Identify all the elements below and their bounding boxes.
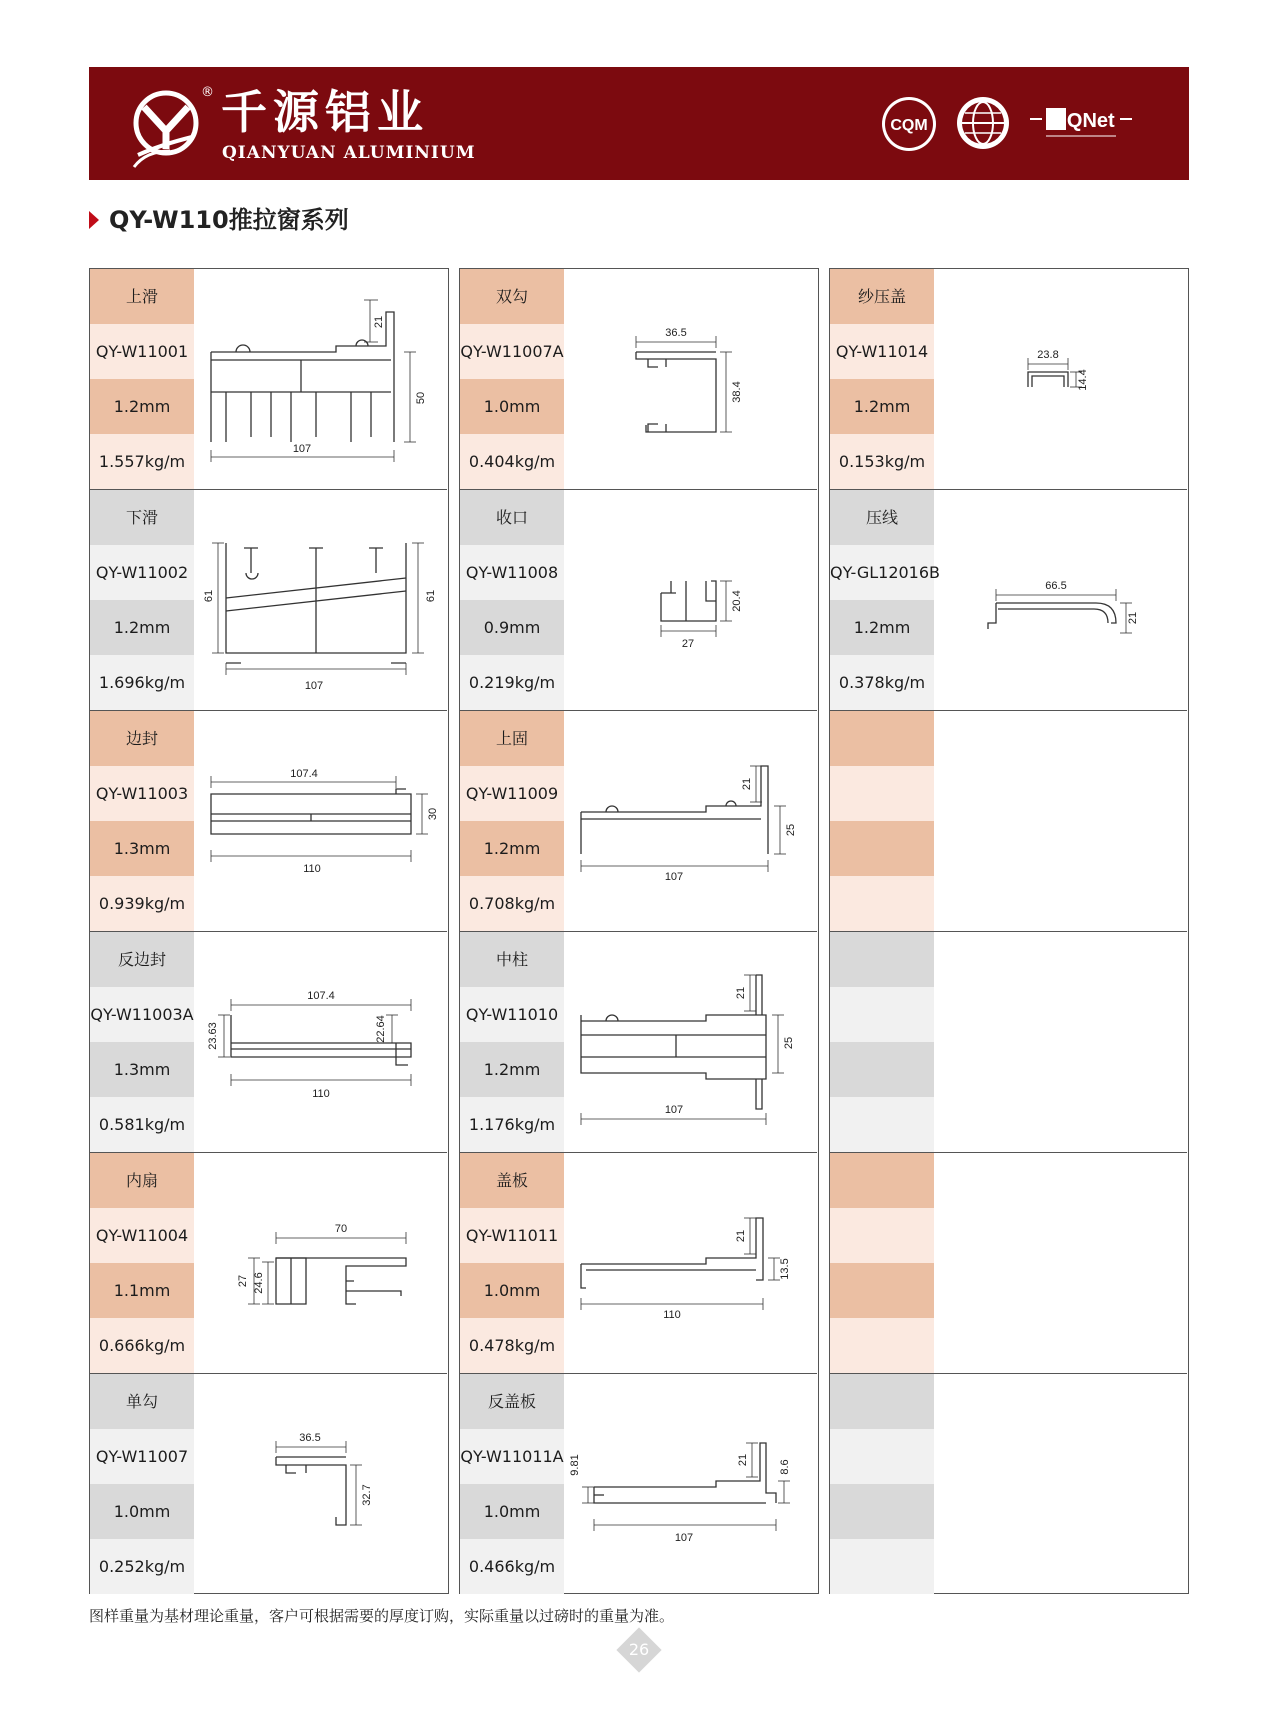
product-card [90,1374,447,1595]
product-thickness: 1.2mm [830,379,934,434]
product-thickness: 1.2mm [830,600,934,655]
product-code: QY-W11014 [830,324,934,379]
product-column-2 [459,268,819,1594]
empty-band [830,1153,934,1208]
product-code: QY-W11002 [90,545,194,600]
dim-label: 107.4 [290,768,318,780]
dim-label: 14.4 [1077,369,1089,391]
product-weight: 1.696kg/m [90,655,194,710]
product-code: QY-W11010 [460,987,564,1042]
profile-cross-section-icon [196,493,446,707]
empty-card [830,932,1187,1153]
brand-name-en: QIANYUAN ALUMINIUM [222,143,476,163]
product-name: 上滑 [90,269,194,324]
dim-label: 21 [373,315,385,329]
empty-band [830,766,934,821]
product-name: 盖板 [460,1153,564,1208]
product-code: QY-W11011 [460,1208,564,1263]
product-thickness: 1.2mm [90,600,194,655]
empty-band [830,1263,934,1318]
dim-label: 38.4 [731,381,743,403]
dim-label: 32.7 [361,1484,373,1506]
product-weight: 0.478kg/m [460,1318,564,1373]
product-weight: 0.404kg/m [460,434,564,489]
dim-label: 25 [785,823,797,837]
profile-cross-section-icon [196,1156,446,1370]
product-card [460,932,817,1153]
product-weight: 0.378kg/m [830,655,934,710]
dim-label: 110 [312,1088,330,1100]
dim-label: 21 [1127,611,1139,625]
profile-drawing [566,935,816,1149]
profile-drawing [566,1156,816,1370]
cqm-certification-icon [880,95,938,153]
empty-band [830,1374,934,1429]
product-name: 压线 [830,490,934,545]
product-thickness: 1.2mm [90,379,194,434]
empty-band [830,821,934,876]
product-thickness: 1.0mm [460,1484,564,1539]
dim-label: 27 [681,638,695,650]
profile-cross-section-icon [936,272,1186,486]
empty-band [830,1539,934,1594]
product-card [90,932,447,1153]
product-card [460,490,817,711]
empty-band [830,1484,934,1539]
empty-band [830,1429,934,1484]
product-name: 纱压盖 [830,269,934,324]
product-thickness: 1.3mm [90,821,194,876]
empty-band [830,1097,934,1152]
profile-drawing [566,714,816,928]
dim-label: 21 [741,777,753,791]
product-name: 上固 [460,711,564,766]
product-weight: 0.939kg/m [90,876,194,931]
dim-label: 30 [427,807,439,821]
product-thickness: 1.1mm [90,1263,194,1318]
profile-cross-section-icon [566,935,816,1149]
dim-label: 22.64 [375,1015,387,1043]
dim-label: 107.4 [307,990,335,1002]
profile-drawing [566,493,816,707]
iqnet-certification-icon [1028,103,1134,141]
product-weight: 1.557kg/m [90,434,194,489]
dim-label: 61 [425,589,437,603]
dim-label: 13.5 [779,1258,791,1280]
product-card [90,1153,447,1374]
profile-drawing [196,1377,446,1591]
product-code: QY-W11003 [90,766,194,821]
registered-mark: ® [201,85,214,100]
iqnet-label: IQNet [1061,110,1115,132]
product-weight: 0.219kg/m [460,655,564,710]
header-banner [89,67,1189,180]
dim-label: 50 [415,391,427,405]
dim-label: 66.5 [1045,580,1067,592]
product-code: QY-GL12016B [830,545,934,600]
product-name: 反盖板 [460,1374,564,1429]
profile-drawing [196,935,446,1149]
product-name: 双勾 [460,269,564,324]
empty-band [830,1042,934,1097]
profile-drawing [566,1377,816,1591]
product-weight: 0.252kg/m [90,1539,194,1594]
empty-band [830,876,934,931]
product-card [830,490,1187,711]
dim-label: 110 [303,863,321,875]
dim-label: 107 [664,871,684,883]
dim-label: 25 [783,1036,795,1050]
product-weight: 0.466kg/m [460,1539,564,1594]
product-thickness: 1.2mm [460,821,564,876]
product-column-1 [89,268,449,1594]
product-thickness: 1.0mm [90,1484,194,1539]
dim-label: 36.5 [299,1432,321,1444]
product-code: QY-W11004 [90,1208,194,1263]
product-thickness: 1.0mm [460,379,564,434]
globe-certification-icon [955,95,1011,151]
product-code: QY-W11007A [460,324,564,379]
profile-cross-section-icon [566,1156,816,1370]
cqm-label: CQM [890,117,928,134]
dim-label: 36.5 [665,327,687,339]
dim-label: 107 [674,1532,694,1544]
product-name: 边封 [90,711,194,766]
product-thickness: 1.0mm [460,1263,564,1318]
dim-label: 110 [663,1309,681,1321]
dim-label: 27 [237,1274,249,1288]
dim-label: 20.4 [731,590,743,612]
profile-drawing [196,1156,446,1370]
page-number: 26 [628,1640,650,1659]
empty-band [830,1208,934,1263]
product-weight: 0.581kg/m [90,1097,194,1152]
dim-label: 107 [304,680,324,692]
dim-label: 21 [737,1453,749,1467]
product-code: QY-W11003A [90,987,194,1042]
product-card [90,269,447,490]
product-column-3 [829,268,1189,1594]
empty-card [830,1153,1187,1374]
empty-band [830,1318,934,1373]
profile-cross-section-icon [566,493,816,707]
dim-label: 70 [334,1223,348,1235]
product-weight: 0.153kg/m [830,434,934,489]
title-arrow-icon [89,211,99,229]
dim-label: 23.8 [1037,349,1059,361]
dim-label: 24.6 [253,1272,265,1294]
profile-cross-section-icon [566,1377,816,1591]
section-title-text: QY-W110推拉窗系列 [109,206,349,234]
dim-label: 61 [203,589,215,603]
product-name: 单勾 [90,1374,194,1429]
empty-card [830,1374,1187,1595]
product-name: 反边封 [90,932,194,987]
product-card [460,1153,817,1374]
profile-cross-section-icon [196,935,446,1149]
product-weight: 0.708kg/m [460,876,564,931]
profile-cross-section-icon [566,272,816,486]
dim-label: 107 [292,443,312,455]
product-weight: 1.176kg/m [460,1097,564,1152]
product-code: QY-W11008 [460,545,564,600]
dim-label: 21 [735,986,747,1000]
product-name: 收口 [460,490,564,545]
empty-band [830,932,934,987]
profile-drawing [936,272,1186,486]
product-code: QY-W11007 [90,1429,194,1484]
product-card [460,269,817,490]
product-card [90,711,447,932]
dim-label: 21 [735,1229,747,1243]
product-card [90,490,447,711]
product-thickness: 0.9mm [460,600,564,655]
product-code: QY-W11011A [460,1429,564,1484]
dim-label: 8.6 [779,1459,791,1475]
product-weight: 0.666kg/m [90,1318,194,1373]
product-name: 下滑 [90,490,194,545]
product-card [830,269,1187,490]
empty-band [830,987,934,1042]
profile-cross-section-icon [196,1377,446,1591]
profile-drawing [196,272,446,486]
profile-cross-section-icon [196,272,446,486]
dim-label: 23.63 [207,1022,219,1050]
product-name: 中柱 [460,932,564,987]
profile-cross-section-icon [196,714,446,928]
product-name: 内扇 [90,1153,194,1208]
company-logo-icon [130,85,202,169]
empty-card [830,711,1187,932]
weight-footnote: 图样重量为基材理论重量，客户可根据需要的厚度订购，实际重量以过磅时的重量为准。 [89,1607,675,1625]
profile-cross-section-icon [566,714,816,928]
dim-label: 107 [664,1104,684,1116]
brand-name-cn: 千源铝业 [221,85,429,139]
dim-label: 9.81 [569,1454,581,1476]
profile-drawing [936,493,1186,707]
profile-cross-section-icon [936,493,1186,707]
product-thickness: 1.3mm [90,1042,194,1097]
product-card [460,711,817,932]
empty-band [830,711,934,766]
profile-drawing [196,493,446,707]
product-code: QY-W11001 [90,324,194,379]
product-grid [89,268,1189,1594]
product-card [460,1374,817,1595]
profile-drawing [566,272,816,486]
section-title [89,205,349,235]
profile-drawing [196,714,446,928]
product-code: QY-W11009 [460,766,564,821]
product-thickness: 1.2mm [460,1042,564,1097]
